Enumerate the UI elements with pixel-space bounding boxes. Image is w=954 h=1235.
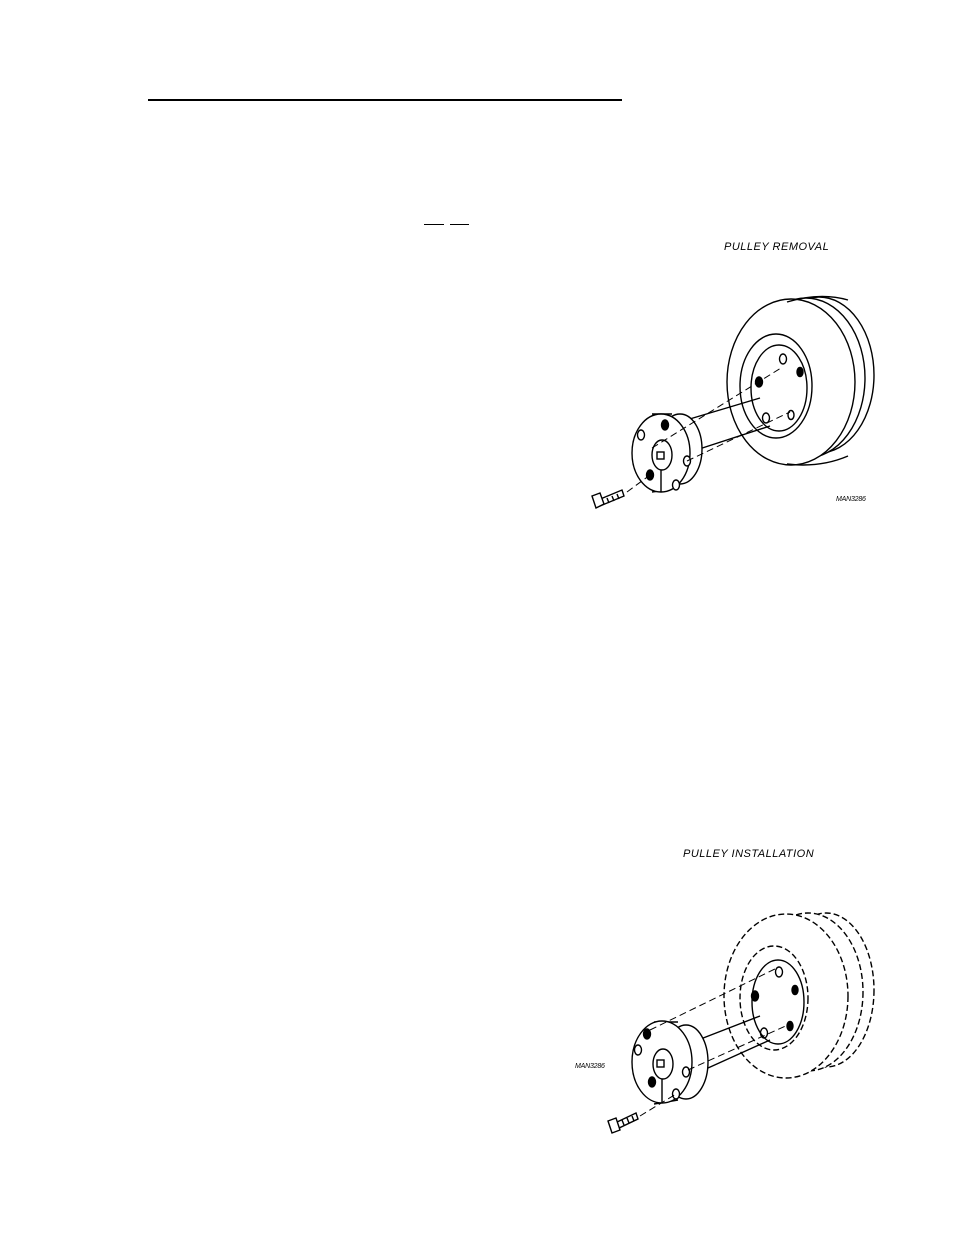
figure-title-installation: PULLEY INSTALLATION [683,848,815,860]
figure-title-removal: PULLEY REMOVAL [724,241,830,253]
figure-code-removal: MAN3286 [836,496,866,503]
figure-code-installation: MAN3286 [575,1063,605,1070]
